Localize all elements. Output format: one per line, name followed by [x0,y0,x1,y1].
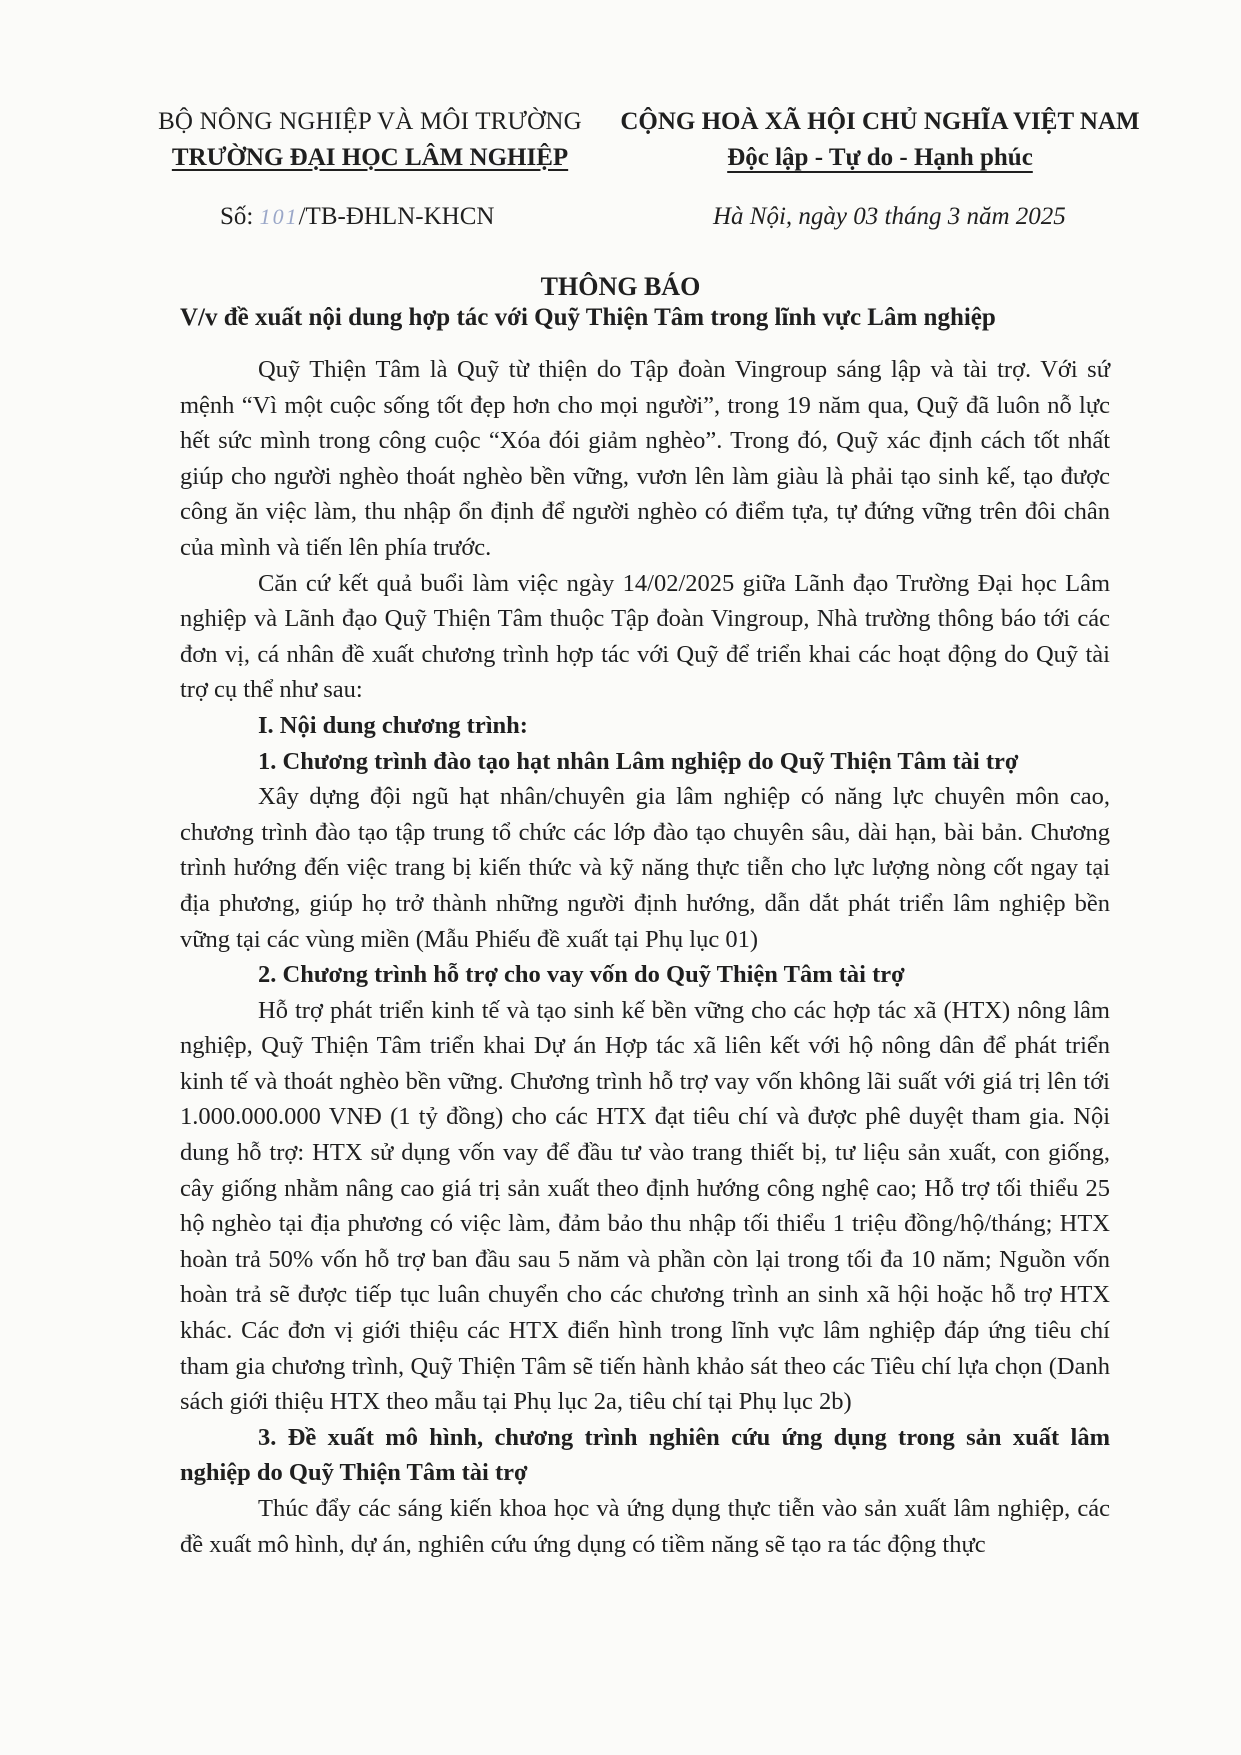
item2-paragraph: Hỗ trợ phát triển kinh tế và tạo sinh kế bền vững cho các hợp tác xã (HTX) nông lâm nghiệp, Quỹ Thiện Tâm triển khai Dự án Hợp tác xã liên kết với hộ nông dân để phát triển kinh tế và thoát nghèo bền vững. Chương trình hỗ trợ vay vốn không lãi suất với giá trị lên tới 1.000.000.000 VNĐ (1 tỷ đồng) cho các HTX đạt tiêu chí và được phê duyệt tham gia. Nội dung hỗ trợ: HTX sử dụng vốn vay để đầu tư vào trang thiết bị, tư liệu sản xuất, con giống, cây giống nhằm nâng cao giá trị sản xuất theo định hướng công nghệ cao; Hỗ trợ tối thiểu 25 hộ nghèo tại địa phương có việc làm, đảm bảo thu nhập tối thiểu 1 triệu đồng/hộ/tháng; HTX hoàn trả 50% vốn hỗ trợ ban đầu sau 5 năm và phần còn lại trong tối đa 10 năm; Nguồn vốn hoàn trả sẽ được tiếp tục luân chuyển cho các chương trình an sinh xã hội hoặc hỗ trợ HTX khác. Các đơn vị giới thiệu các HTX điển hình trong lĩnh vực lâm nghiệp đáp ứng tiêu chí tham gia chương trình, Quỹ Thiện Tâm sẽ tiến hành khảo sát theo các Tiêu chí lựa chọn (Danh sách giới thiệu HTX theo mẫu tại Phụ lục 2a, tiêu chí tại Phụ lục 2b) [180,996,1110,1416]
place-date: Hà Nội, ngày 03 tháng 3 năm 2025 [713,203,1066,230]
item1-paragraph: Xây dựng đội ngũ hạt nhân/chuyên gia lâm nghiệp có năng lực chuyên môn cao, chương trình đào tạo tập trung tổ chức các lớp đào tạo chuyên sâu, dài hạn, bài bản. Chương trình hướng đến việc trang bị kiến thức và kỹ năng thực tiễn cho lực lượng nòng cốt ngay tại địa phương, giúp họ trở thành những người định hướng, dẫn dắt phát triển lâm nghiệp bền vững tại các vùng miền (Mẫu Phiếu đề xuất tại Phụ lục 01) [180,783,1110,953]
document-title: THÔNG BÁO [540,272,701,301]
national-motto: Độc lập - Tự do - Hạnh phúc [727,144,1033,171]
intro-paragraph: Quỹ Thiện Tâm là Quỹ từ thiện do Tập đoàn Vingroup sáng lập và tài trợ. Với sứ mệnh “Vì một cuộc sống tốt đẹp hơn cho mọi người”, trong 19 năm qua, Quỹ đã luôn nỗ lực hết sức mình trong công cuộc “Xóa đói giảm nghèo”. Trong đó, Quỹ xác định cách tốt nhất giúp cho người nghèo thoát nghèo bền vững, vươn lên làm giàu là phải tạo sinh kế, tạo được công ăn việc làm, thu nhập ổn định để người nghèo có điểm tựa, tự đứng vững trên đôi chân của mình và tiến lên phía trước. [180,356,1110,561]
item3-paragraph: Thúc đẩy các sáng kiến khoa học và ứng dụng thực tiễn vào sản xuất lâm nghiệp, các đề xuất mô hình, dự án, nghiên cứu ứng dụng có tiềm năng sẽ tạo ra tác động thực [180,1495,1110,1558]
issuer-block [150,104,590,176]
country-name: CỘNG HOÀ XÃ HỘI CHỦ NGHĨA VIỆT NAM [620,108,1140,135]
handwritten-number: 101 [259,204,299,229]
document-subject: V/v đề xuất nội dung hợp tác với Quỹ Thiện Tâm trong lĩnh vực Lâm nghiệp [180,304,996,331]
university-name: TRƯỜNG ĐẠI HỌC LÂM NGHIỆP [171,144,569,171]
number-label: Số: [220,203,254,230]
basis-paragraph: Căn cứ kết quả buổi làm việc ngày 14/02/2025 giữa Lãnh đạo Trường Đại học Lâm nghiệp và Lãnh đạo Quỹ Thiện Tâm thuộc Tập đoàn Vingroup, Nhà trường thông báo tới các đơn vị, cá nhân đề xuất chương trình hợp tác với Quỹ để triển khai các hoạt động do Quỹ tài trợ cụ thể như sau: [180,569,1110,704]
document-body [180,352,1110,1562]
item3-heading: 3. Đề xuất mô hình, chương trình nghiên cứu ứng dụng trong sản xuất lâm nghiệp do Quỹ Thiện Tâm tài trợ [180,1423,1110,1487]
document-number [220,203,494,231]
item1-heading: 1. Chương trình đào tạo hạt nhân Lâm nghiệp do Quỹ Thiện Tâm tài trợ [258,747,1019,775]
section-heading: I. Nội dung chương trình: [258,711,528,739]
document-code: /TB-ĐHLN-KHCN [298,203,495,230]
national-header [600,104,1160,176]
ministry-name: BỘ NÔNG NGHIỆP VÀ MÔI TRƯỜNG [158,108,582,135]
item2-heading: 2. Chương trình hỗ trợ cho vay vốn do Quỹ Thiện Tâm tài trợ [258,961,905,989]
